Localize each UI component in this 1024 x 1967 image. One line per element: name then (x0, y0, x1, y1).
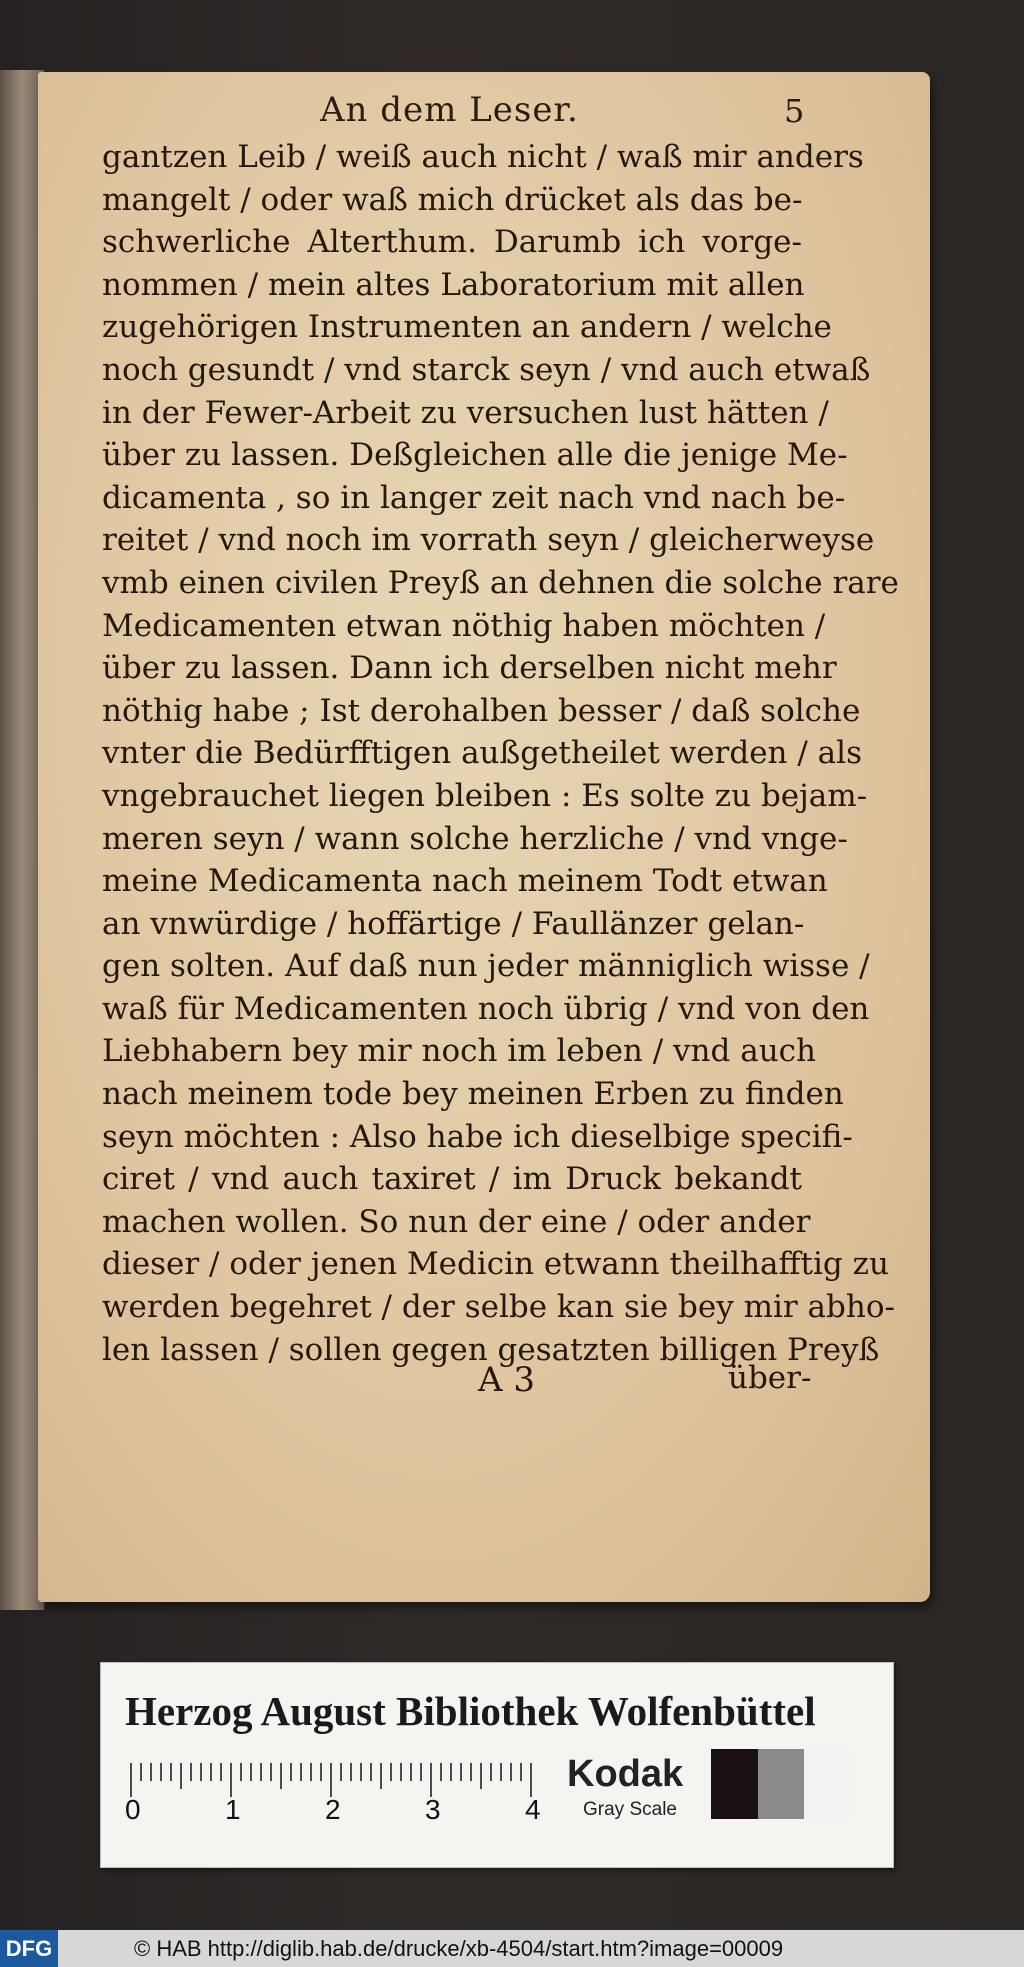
text-line: seyn möchten : Also habe ich dieselbige specifi- (102, 1118, 853, 1155)
gray-patch-light (804, 1749, 851, 1819)
footer-bar (0, 1930, 1024, 1967)
text-line: nach meinem tode bey meinen Erben zu finden (102, 1076, 844, 1113)
text-line: nommen / mein altes Laboratorium mit allen (102, 266, 805, 303)
text-line: schwerliche Alterthum. Darumb ich vorge- (102, 224, 802, 261)
footer-credit: © HAB http://diglib.hab.de/drucke/xb-4504/start.htm?image=00009 (134, 1936, 784, 1961)
text-line: meren seyn / wann solche herzliche / vnd vnge- (102, 820, 848, 857)
gray-patch-mid (758, 1749, 805, 1819)
text-line: Liebhabern bey mir noch im leben / vnd auch (102, 1033, 816, 1070)
kodak-brand: Kodak (567, 1753, 684, 1795)
text-line: nöthig habe ; Ist derohalben besser / daß solche (102, 692, 861, 729)
page-number: 5 (784, 92, 805, 130)
text-line: vmb einen civilen Preyß an dehnen die solche rare (102, 564, 899, 601)
text-line: reitet / vnd noch im vorrath seyn / gleicherweyse (102, 522, 875, 559)
text-line: dieser / oder jenen Medicin etwann theilhafftig zu (102, 1246, 889, 1283)
catchword: über- (728, 1360, 812, 1396)
text-line: len lassen / sollen gegen gesatzten billigen Preyß (102, 1331, 880, 1368)
text-line: vnter die Bedürfftigen außgetheilet werden / als (102, 735, 862, 772)
text-line: vngebrauchet liegen bleiben : Es solte zu bejam- (102, 777, 868, 814)
ruler-label: 2 (325, 1794, 341, 1825)
text-line: machen wollen. So nun der eine / oder ander (102, 1203, 811, 1240)
gray-scale-patches (711, 1749, 851, 1819)
ruler-label: 4 (525, 1794, 541, 1825)
ruler-label: 0 (125, 1794, 141, 1825)
text-line: zugehörigen Instrumenten an andern / welche (102, 309, 832, 346)
text-line: an vnwürdige / hoffärtige / Faullänzer gelan- (102, 905, 805, 942)
ruler-label: 3 (425, 1794, 441, 1825)
gray-patch-dark (711, 1749, 758, 1819)
ruler-label: 1 (225, 1794, 241, 1825)
text-line: über zu lassen. Dann ich derselben nicht mehr (102, 650, 837, 687)
page-body-text (102, 136, 899, 1371)
color-calibration-card (100, 1662, 894, 1868)
text-line: Medicamenten etwan nöthig haben möchten / (102, 607, 826, 644)
centimeter-ruler (125, 1761, 547, 1825)
text-line: über zu lassen. Deßgleichen alle die jenige Me- (102, 437, 848, 474)
text-line: in der Fewer-Arbeit zu versuchen lust hätten / (102, 394, 829, 431)
running-head: An dem Leser. (320, 90, 579, 130)
text-line: gen solten. Auf daß nun jeder männiglich wisse / (102, 948, 870, 985)
text-line: mangelt / oder waß mich drücket als das be- (102, 181, 803, 218)
text-line: meine Medicamenta nach meinem Todt etwan (102, 863, 828, 900)
text-line: ciret / vnd auch taxiret / im Druck bekandt (102, 1161, 802, 1198)
text-line: dicamenta , so in langer zeit nach vnd nach be- (102, 479, 846, 516)
kodak-subtitle: Gray Scale (583, 1799, 677, 1820)
text-line: waß für Medicamenten noch übrig / vnd von den (102, 990, 870, 1027)
text-line: werden begehret / der selbe kan sie bey mir abho- (102, 1289, 895, 1326)
signature-mark: A 3 (478, 1360, 535, 1400)
text-line: gantzen Leib / weiß auch nicht / waß mir anders (102, 139, 864, 175)
text-line: noch gesundt / vnd starck seyn / vnd auch etwaß (102, 351, 871, 388)
card-title: Herzog August Bibliothek Wolfenbüttel (125, 1688, 816, 1734)
dfg-logo: DFG (0, 1930, 58, 1967)
